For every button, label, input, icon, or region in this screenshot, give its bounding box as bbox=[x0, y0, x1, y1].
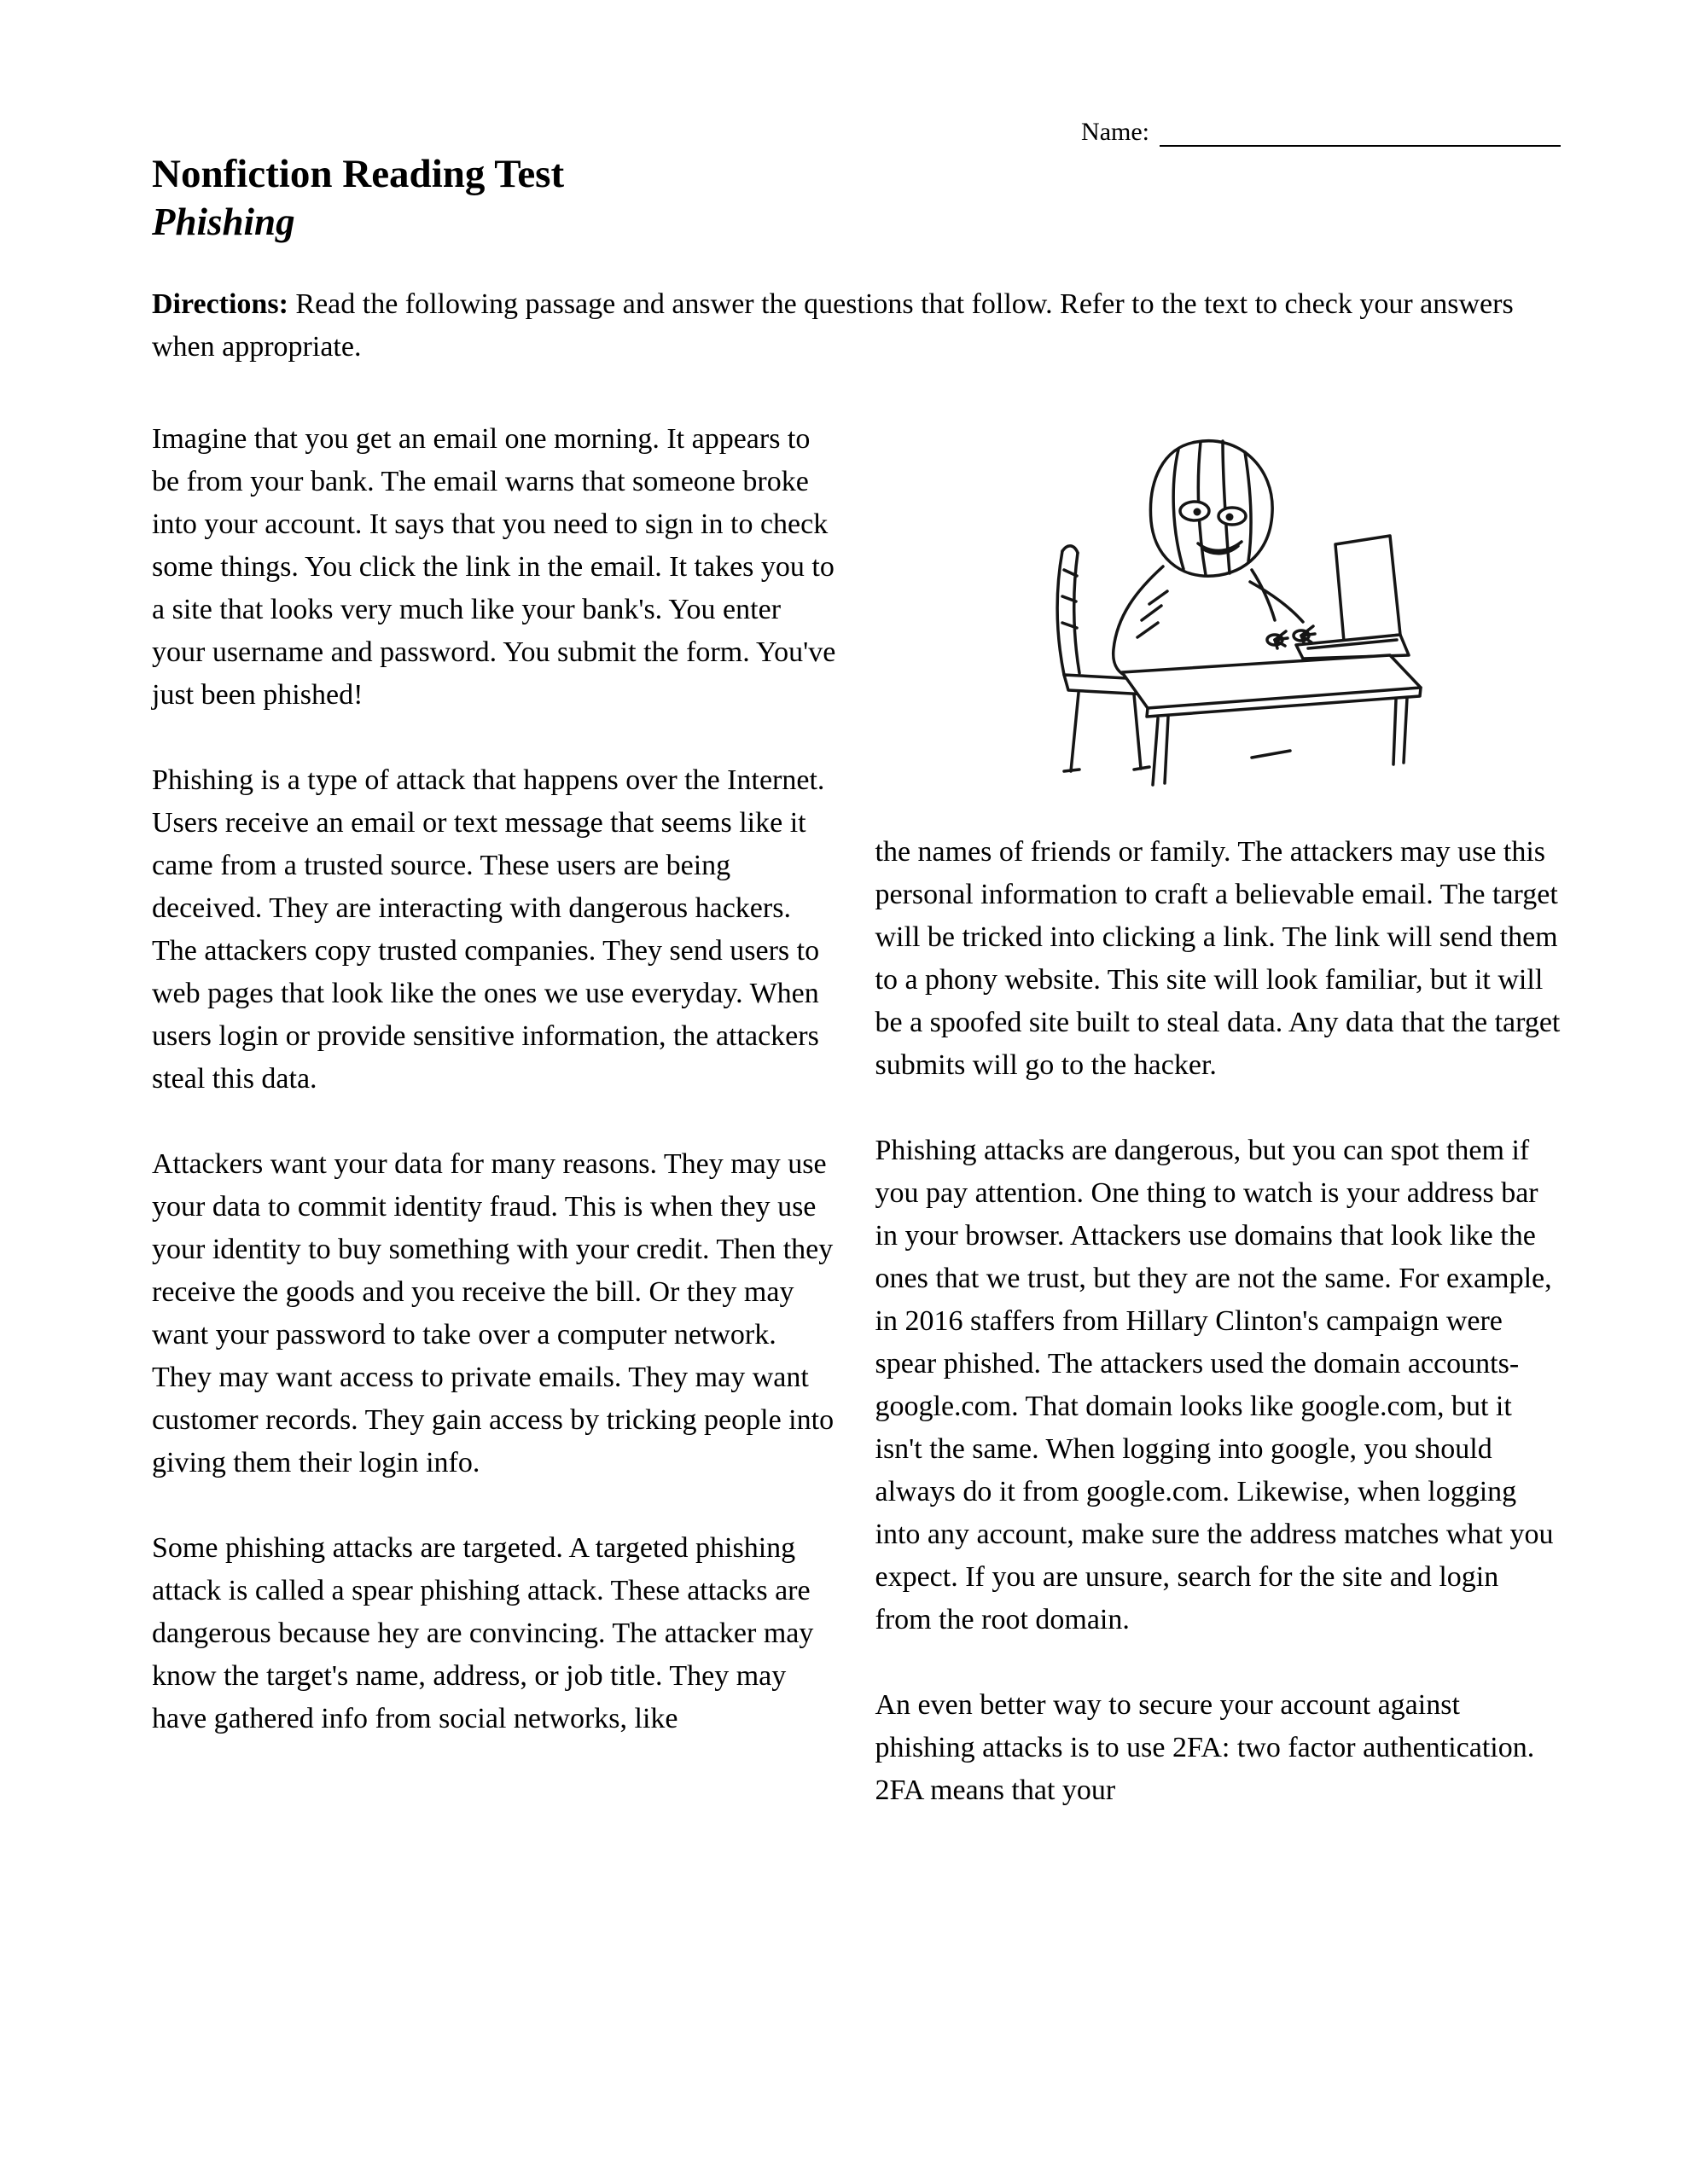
page-title: Nonfiction Reading Test bbox=[152, 152, 565, 196]
directions-label: Directions: bbox=[152, 288, 288, 320]
passage-paragraph: Phishing is a type of attack that happens over the Internet. Users receive an email or text message that seems like it came from a trusted source. These users are being deceived. They are interacting with dangerous hackers. The attackers copy trusted companies. They send users to web pages that look like the ones we use everyday. When users login or provide sensitive information, the attackers steal this data. bbox=[152, 764, 825, 1095]
name-blank[interactable] bbox=[1160, 119, 1561, 147]
passage-columns bbox=[152, 418, 1561, 1812]
hacker-illustration bbox=[996, 423, 1439, 790]
name-label: Name: bbox=[1081, 118, 1149, 146]
directions-text: Read the following passage and answer the questions that follow. Refer to the text to check your answers when appropriate. bbox=[152, 288, 1514, 363]
directions bbox=[152, 283, 1561, 369]
passage-paragraph: Some phishing attacks are targeted. A targeted phishing attack is called a spear phishing attack. These attacks are dangerous because hey are convincing. The attacker may know the target's name, address, or job title. They may have gathered info from social networks, like bbox=[152, 1532, 814, 1734]
page-subtitle: Phishing bbox=[152, 200, 295, 243]
left-column bbox=[152, 418, 838, 1812]
passage-paragraph: Attackers want your data for many reasons. They may use your data to commit identity fraud. This is when they use your identity to buy something with your credit. Then they receive the goods and you receive the bill. Or they may want your password to take over a computer network. They may want access to private emails. They may want customer records. They gain access by tricking people into giving them their login info. bbox=[152, 1148, 835, 1478]
passage-paragraph: Imagine that you get an email one morning. It appears to be from your bank. The email warns that someone broke into your account. It says that you need to sign in to check some things. You click the link in the email. It takes you to a site that looks very much like your bank's. You enter your username and password. You submit the form. You've just been phished! bbox=[152, 423, 836, 711]
passage-paragraph: An even better way to secure your account against phishing attacks is to use 2FA: two factor authentication. 2FA means that your bbox=[875, 1689, 1535, 1806]
hacker-at-laptop-icon bbox=[996, 423, 1439, 790]
passage-paragraph: the names of friends or family. The attackers may use this personal information to craft a believable email. The target will be tricked into clicking a link. The link will send them to a phony website. This site will look familiar, but it will be a spoofed site built to steal data. Any data that the target submits will go to the hacker. bbox=[875, 836, 1561, 1081]
right-column bbox=[875, 418, 1562, 1812]
passage-paragraph: Phishing attacks are dangerous, but you can spot them if you pay attention. One thing to watch is your address bar in your browser. Attackers use domains that look like the ones that we trust, but they are not the same. For example, in 2016 staffers from Hillary Clinton's campaign were spear phished. The attackers used the domain accounts-google.com. That domain looks like google.com, but it isn't the same. When logging into google, you should always do it from google.com. Likewise, when logging into any account, make sure the address matches what you expect. If you are unsure, search for the site and login from the root domain. bbox=[875, 1135, 1554, 1635]
name-row bbox=[152, 118, 1561, 147]
